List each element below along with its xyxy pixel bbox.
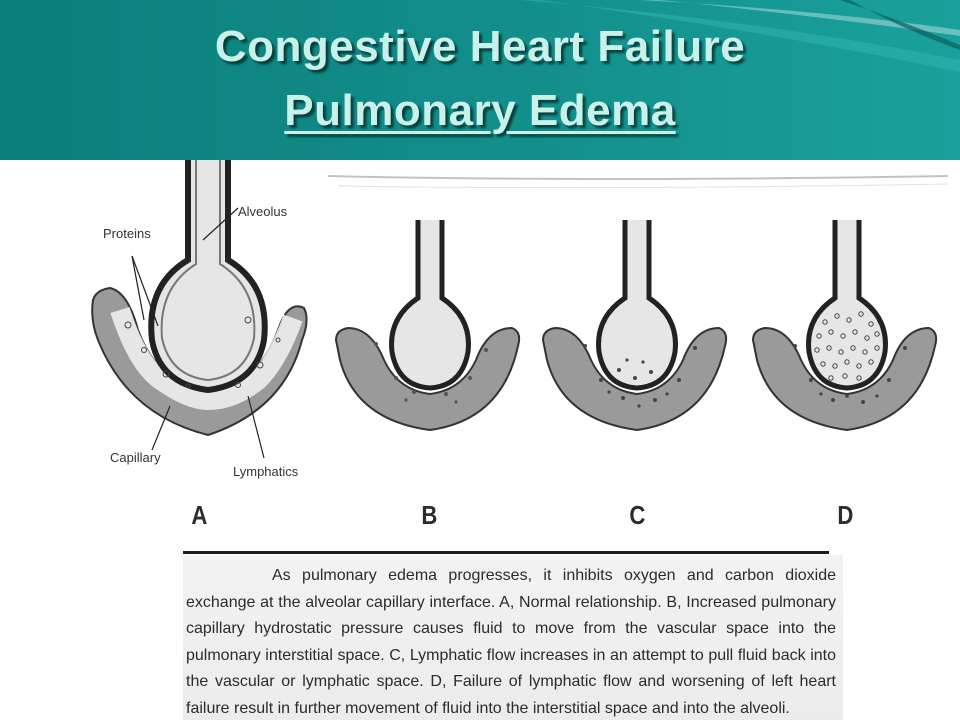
label-lymphatics: Lymphatics [233,464,299,479]
panel-letter-d: D [837,500,854,530]
scan-line [328,176,948,179]
scan-line [338,184,948,188]
pulmonary-edema-diagram [88,160,960,560]
label-capillary: Capillary [110,450,161,465]
slide-title: Congestive Heart Failure [214,22,746,71]
panel-letter-c: C [629,500,646,530]
slide-header [0,0,960,160]
panel-c-drawing [543,220,726,430]
slide-subtitle: Pulmonary Edema [284,86,676,135]
panel-letter-b: B [421,500,438,530]
caption-rule [183,551,829,554]
label-alveolus: Alveolus [238,204,288,219]
panel-d-drawing [753,220,936,430]
panel-letter-a: A [191,500,208,530]
label-proteins: Proteins [103,226,151,241]
panel-b-drawing [336,220,519,430]
figure-caption: As pulmonary edema progresses, it inhibits oxygen and carbon dioxide exchange at the alveolar capillary interface. A, Normal relationship. B, Increased pulmonary capillary hydrostatic pressure causes fluid to move from the vascular space into the pulmonary interstitial space. C, Lymphatic flow increases in an attempt to pull fluid back into the vascular or lymphatic space. D, Failure of lymphatic flow and worsening of left heart failure result in further movement of fluid into the interstitial space and into the alveoli. [186,567,836,717]
